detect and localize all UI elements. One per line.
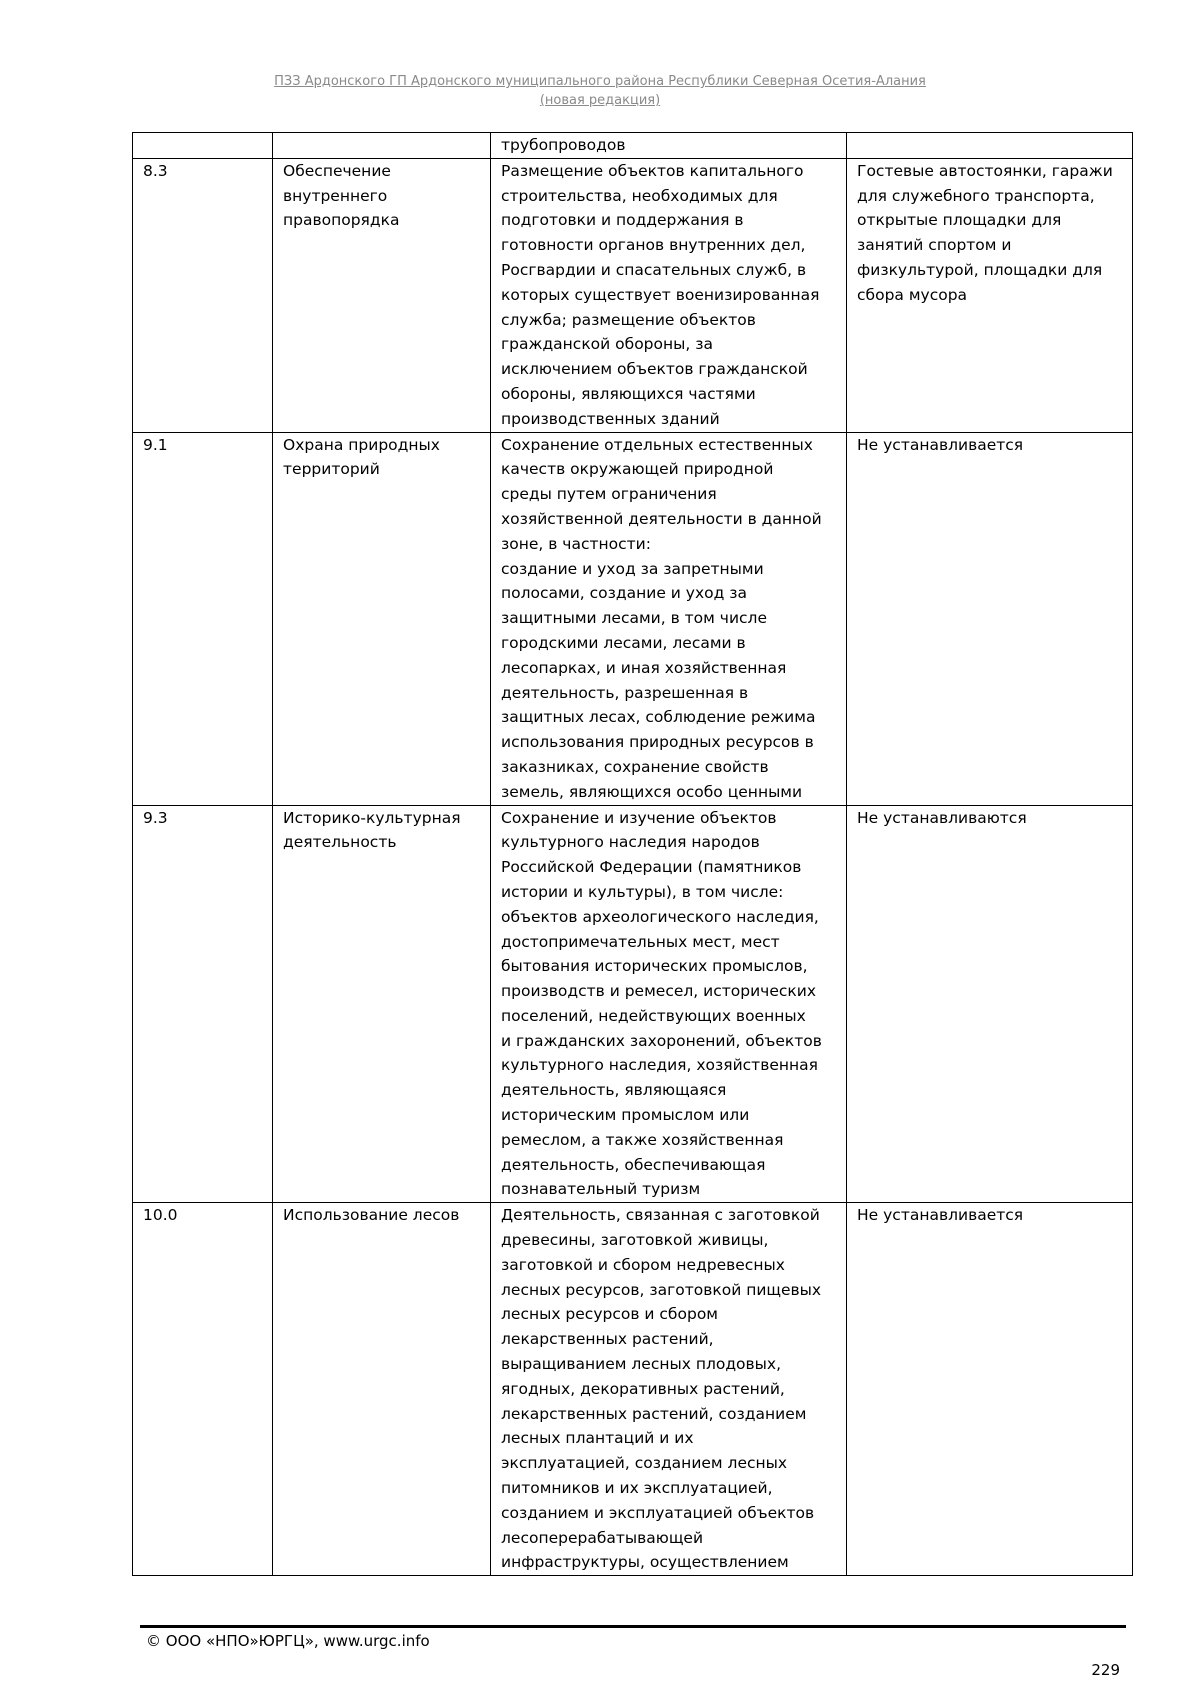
code-cell: 9.1 xyxy=(133,432,273,805)
name-cell xyxy=(273,133,491,159)
code-cell: 10.0 xyxy=(133,1203,273,1576)
code-cell xyxy=(133,133,273,159)
footer-divider xyxy=(140,1625,1126,1628)
params-cell: Не устанавливаются xyxy=(847,805,1133,1203)
name-cell: Охрана природных территорий xyxy=(273,432,491,805)
description-cell: Размещение объектов капитального строительства, необходимых для подготовки и поддержания в готовности органов внутренних дел, Росгвардии и спасательных служб, в которых существует военизированная служба; размещение объектов гражданской обороны, за исключением объектов гражданской обороны, являющихся частями производственных зданий xyxy=(491,158,847,432)
running-header xyxy=(0,72,1200,110)
description-cell: Сохранение и изучение объектов культурного наследия народов Российской Федерации (памятников истории и культуры), в том числе: объектов археологического наследия, достопримечательных мест, мест бытования исторических промыслов, производств и ремесел, исторических поселений, недействующих военных и гражданских захоронений, объектов культурного наследия, хозяйственная деятельность, являющаяся историческим промыслом или ремеслом, а также хозяйственная деятельность, обеспечивающая познавательный туризм xyxy=(491,805,847,1203)
page-number: 229 xyxy=(1091,1661,1120,1679)
code-cell: 8.3 xyxy=(133,158,273,432)
params-cell xyxy=(847,133,1133,159)
table-row xyxy=(133,133,1133,159)
footer-copyright: © ООО «НПО»ЮРГЦ», www.urgc.info xyxy=(146,1632,430,1650)
params-cell: Гостевые автостоянки, гаражи для служебного транспорта, открытые площадки для занятий спортом и физкультурой, площадки для сбора мусора xyxy=(847,158,1133,432)
header-title: ПЗЗ Ардонского ГП Ардонского муниципального района Республики Северная Осетия-Алания xyxy=(274,74,926,89)
description-cell: Сохранение отдельных естественных качеств окружающей природной среды путем ограничения хозяйственной деятельности в данной зоне, в частности: создание и уход за запретными полосами, создание и уход за защитными лесами, в том числе городскими лесами, лесами в лесопарках, и иная хозяйственная деятельность, разрешенная в защитных лесах, соблюдение режима использования природных ресурсов в заказниках, сохранение свойств земель, являющихся особо ценными xyxy=(491,432,847,805)
description-cell: Деятельность, связанная с заготовкой древесины, заготовкой живицы, заготовкой и сбором недревесных лесных ресурсов, заготовкой пищевых лесных ресурсов и сбором лекарственных растений, выращиванием лесных плодовых, ягодных, декоративных растений, лекарственных растений, созданием лесных плантаций и их эксплуатацией, созданием лесных питомников и их эксплуатацией, созданием и эксплуатацией объектов лесоперерабатывающей инфраструктуры, осуществлением xyxy=(491,1203,847,1576)
name-cell: Историко-культурная деятельность xyxy=(273,805,491,1203)
header-subtitle: (новая редакция) xyxy=(539,93,661,108)
land-use-table xyxy=(132,132,1133,1576)
code-cell: 9.3 xyxy=(133,805,273,1203)
description-cell: трубопроводов xyxy=(491,133,847,159)
table-row xyxy=(133,158,1133,432)
table-row xyxy=(133,432,1133,805)
table-row xyxy=(133,1203,1133,1576)
name-cell: Обеспечение внутреннего правопорядка xyxy=(273,158,491,432)
table-row xyxy=(133,805,1133,1203)
params-cell: Не устанавливается xyxy=(847,432,1133,805)
name-cell: Использование лесов xyxy=(273,1203,491,1576)
params-cell: Не устанавливается xyxy=(847,1203,1133,1576)
